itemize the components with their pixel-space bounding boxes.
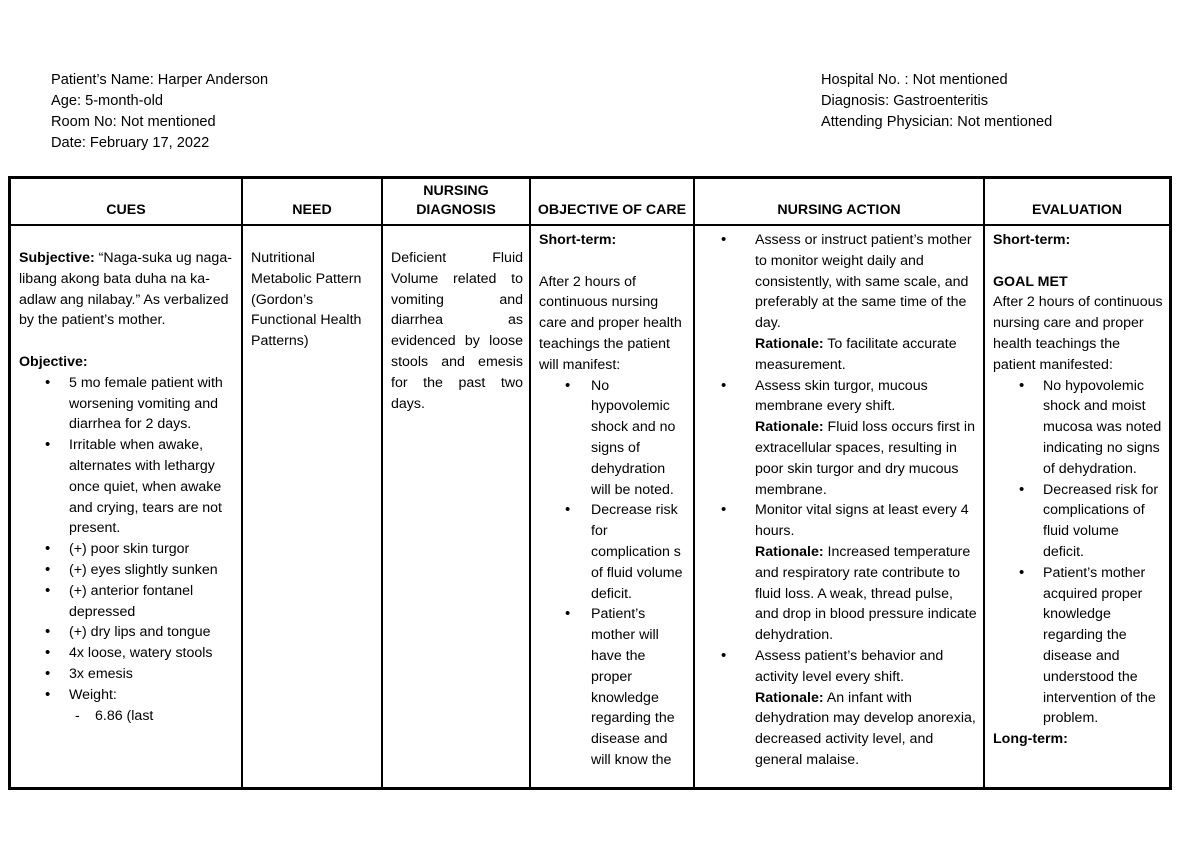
eval-long-term-label: Long-term: <box>993 731 1068 748</box>
header-need: NEED <box>243 179 381 226</box>
eval-short-term-label: Short-term: <box>993 232 1071 248</box>
column-evaluation <box>985 179 1169 787</box>
subjective-text: “Naga-suka ug naga-libang akong bata duha na ka-adlaw ang nilabay.” As verbalized by the patient’s mother. <box>19 250 232 329</box>
nursing-diagnosis-text: Deficient Fluid Volume related to vomiting and diarrhea as evidenced by loose stools and emesis for the past two days. <box>391 250 523 412</box>
diagnosis: Diagnosis: Gastroenteritis <box>821 93 989 109</box>
evaluation-intro: After 2 hours of continuous nursing care and proper health teachings the patient manifested: <box>993 294 1163 373</box>
list-item: • Patient’s mother will have the proper knowledge regarding the disease and will know the <box>539 604 687 770</box>
header-nursing-diagnosis: NURSING DIAGNOSIS <box>383 179 529 226</box>
nursing-action-list <box>695 230 977 771</box>
column-nursing-action <box>695 179 985 787</box>
list-item: • 4x loose, watery stools <box>19 643 235 664</box>
list-item: • Decrease risk for complication s of fluid volume deficit. <box>539 500 687 604</box>
list-item: • Irritable when awake, alternates with lethargy once quiet, when awake and crying, tears are not present. <box>19 435 235 539</box>
weight-list <box>19 706 235 727</box>
header-objective-of-care: OBJECTIVE OF CARE <box>531 179 693 226</box>
header-cues: CUES <box>11 179 241 226</box>
subjective-cue <box>19 248 235 331</box>
list-item: - 6.86 (last <box>19 706 235 727</box>
room-number: Room No: Not mentioned <box>51 114 216 130</box>
evaluation-list <box>993 376 1163 730</box>
list-item: • (+) poor skin turgor <box>19 539 235 560</box>
attending-physician: Attending Physician: Not mentioned <box>821 114 1053 130</box>
list-item: • (+) eyes slightly sunken <box>19 560 235 581</box>
list-item: • (+) anterior fontanel depressed <box>19 581 235 623</box>
column-need <box>243 179 383 787</box>
column-objective-of-care <box>531 179 695 787</box>
action-item: • Assess patient’s behavior and activity level every shift. Rationale: An infant with dehydration may develop anorexia, decreased activity level, and general malaise. <box>695 646 977 771</box>
list-item: • No hypovolemic shock and no signs of dehydration will be noted. <box>539 376 687 501</box>
list-item: • (+) dry lips and tongue <box>19 622 235 643</box>
objective-intro: After 2 hours of continuous nursing care and proper health teachings the patient will manifest: <box>539 273 682 373</box>
patient-info-right <box>821 70 1052 133</box>
list-item: • Patient’s mother acquired proper knowledge regarding the disease and understood the intervention of the problem. <box>993 563 1163 729</box>
hospital-number: Hospital No. : Not mentioned <box>821 72 1008 88</box>
objective-label: Objective: <box>19 353 88 370</box>
list-item: • Decreased risk for complications of fluid volume deficit. <box>993 480 1163 563</box>
header-evaluation: EVALUATION <box>985 179 1169 226</box>
column-cues <box>11 179 243 787</box>
objective-cues-list <box>19 373 235 706</box>
list-item: • Weight: <box>19 685 235 706</box>
short-term-label: Short-term: <box>539 232 617 248</box>
objective-list <box>539 376 687 771</box>
goal-met: GOAL MET <box>993 273 1068 290</box>
patient-info-left <box>51 70 268 154</box>
patient-age: Age: 5-month-old <box>51 93 163 109</box>
action-item: • Assess or instruct patient’s mother to monitor weight daily and consistently, with same scale, and preferably at the same time of the day. Rationale: To facilitate accurate measurement. <box>695 230 977 376</box>
action-item: • Assess skin turgor, mucous membrane every shift. Rationale: Fluid loss occurs first in extracellular spaces, resulting in poor skin turgor and dry mucous membrane. <box>695 376 977 501</box>
subjective-label: Subjective: <box>19 250 95 266</box>
list-item: • No hypovolemic shock and moist mucosa was noted indicating no signs of dehydration. <box>993 376 1163 480</box>
need-text: Nutritional Metabolic Pattern (Gordon’s Functional Health Patterns) <box>251 250 362 350</box>
list-item: • 3x emesis <box>19 664 235 685</box>
list-item: • 5 mo female patient with worsening vomiting and diarrhea for 2 days. <box>19 373 235 435</box>
action-item: • Monitor vital signs at least every 4 hours. Rationale: Increased temperature and respiratory rate contribute to fluid loss. A weak, thread pulse, and drop in blood pressure indicate dehydration. <box>695 500 977 646</box>
header-nursing-action: NURSING ACTION <box>695 179 983 226</box>
column-nursing-diagnosis <box>383 179 531 787</box>
care-plan-date: Date: February 17, 2022 <box>51 135 210 151</box>
nursing-care-plan-table <box>8 176 1172 790</box>
patient-name: Patient’s Name: Harper Anderson <box>51 72 269 88</box>
